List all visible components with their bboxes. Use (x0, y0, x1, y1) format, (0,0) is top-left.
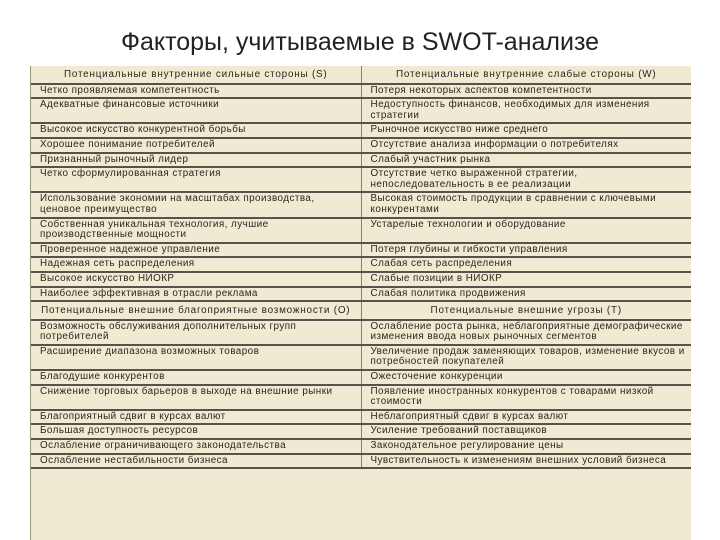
table-cell: Ослабление нестабильности бизнеса (31, 454, 361, 469)
table-row (31, 272, 691, 287)
header-cell: Потенциальные внутренние сильные стороны (S) (31, 66, 361, 84)
table-cell: Высокое искусство конкурентной борьбы (31, 123, 361, 138)
table-cell: Чувствительность к изменениям внешних условий бизнеса (361, 454, 691, 469)
table-row (31, 345, 691, 370)
table-cell: Усиление требований поставщиков (361, 424, 691, 439)
table-row (31, 454, 691, 469)
table-row (31, 410, 691, 425)
header-cell: Потенциальные внешние благоприятные возможности (О) (31, 301, 361, 320)
table-cell: Ослабление ограничивающего законодательства (31, 439, 361, 454)
table-cell: Снижение торговых барьеров в выходе на внешние рынки (31, 385, 361, 410)
table-cell: Слабая сеть распределения (361, 257, 691, 272)
table-row (31, 320, 691, 345)
swot-table-image (30, 66, 691, 540)
table-cell: Большая доступность ресурсов (31, 424, 361, 439)
table-cell: Четко сформулированная стратегия (31, 167, 361, 192)
table-cell: Использование экономии на масштабах производства, ценовое преимущество (31, 192, 361, 217)
table-cell: Собственная уникальная технология, лучшие производственные мощности (31, 218, 361, 243)
table-cell: Увеличение продаж заменяющих товаров, изменение вкусов и потребностей покупателей (361, 345, 691, 370)
table-row (31, 243, 691, 258)
header-cell: Потенциальные внешние угрозы (Т) (361, 301, 691, 320)
table-cell: Надежная сеть распределения (31, 257, 361, 272)
table-cell: Наиболее эффективная в отрасли реклама (31, 287, 361, 302)
table-cell: Расширение диапазона возможных товаров (31, 345, 361, 370)
table-cell: Устарелые технологии и оборудование (361, 218, 691, 243)
table-cell: Рыночное искусство ниже среднего (361, 123, 691, 138)
table-row (31, 123, 691, 138)
table-cell: Высокая стоимость продукции в сравнении с ключевыми конкурентами (361, 192, 691, 217)
table-cell: Отсутствие четко выраженной стратегии, непоследовательность в ее реализации (361, 167, 691, 192)
table-cell: Неблагоприятный сдвиг в курсах валют (361, 410, 691, 425)
table-cell: Ожесточение конкуренции (361, 370, 691, 385)
table-cell: Признанный рыночный лидер (31, 153, 361, 168)
table-cell: Проверенное надежное управление (31, 243, 361, 258)
table-cell: Слабые позиции в НИОКР (361, 272, 691, 287)
table-cell: Слабая политика продвижения (361, 287, 691, 302)
table-cell: Недоступность финансов, необходимых для изменения стратегии (361, 98, 691, 123)
table-row (31, 287, 691, 302)
table-cell: Потеря глубины и гибкости управления (361, 243, 691, 258)
table-cell: Ослабление роста рынка, неблагоприятные демографические изменения ввода новых рыночных сегментов (361, 320, 691, 345)
table-cell: Высокое искусство НИОКР (31, 272, 361, 287)
table-cell: Возможность обслуживания дополнительных групп потребителей (31, 320, 361, 345)
header-cell: Потенциальные внутренние слабые стороны (W) (361, 66, 691, 84)
swot-table (31, 66, 691, 469)
table-cell: Законодательное регулирование цены (361, 439, 691, 454)
table-cell: Благодушие конкурентов (31, 370, 361, 385)
table-row (31, 84, 691, 99)
table-cell: Потеря некоторых аспектов компетентности (361, 84, 691, 99)
table-row (31, 439, 691, 454)
section-header-row (31, 66, 691, 84)
table-cell: Четко проявляемая компетентность (31, 84, 361, 99)
table-cell: Благоприятный сдвиг в курсах валют (31, 410, 361, 425)
table-row (31, 257, 691, 272)
table-cell: Адекватные финансовые источники (31, 98, 361, 123)
table-row (31, 138, 691, 153)
slide-title: Факторы, учитываемые в SWOT-анализе (120, 28, 600, 56)
table-row (31, 153, 691, 168)
table-row (31, 370, 691, 385)
table-row (31, 167, 691, 192)
table-row (31, 192, 691, 217)
table-cell: Слабый участник рынка (361, 153, 691, 168)
table-cell: Отсутствие анализа информации о потребителях (361, 138, 691, 153)
table-row (31, 424, 691, 439)
table-row (31, 385, 691, 410)
table-cell: Хорошее понимание потребителей (31, 138, 361, 153)
table-row (31, 218, 691, 243)
table-row (31, 98, 691, 123)
section-header-row (31, 301, 691, 320)
table-cell: Появление иностранных конкурентов с товарами низкой стоимости (361, 385, 691, 410)
